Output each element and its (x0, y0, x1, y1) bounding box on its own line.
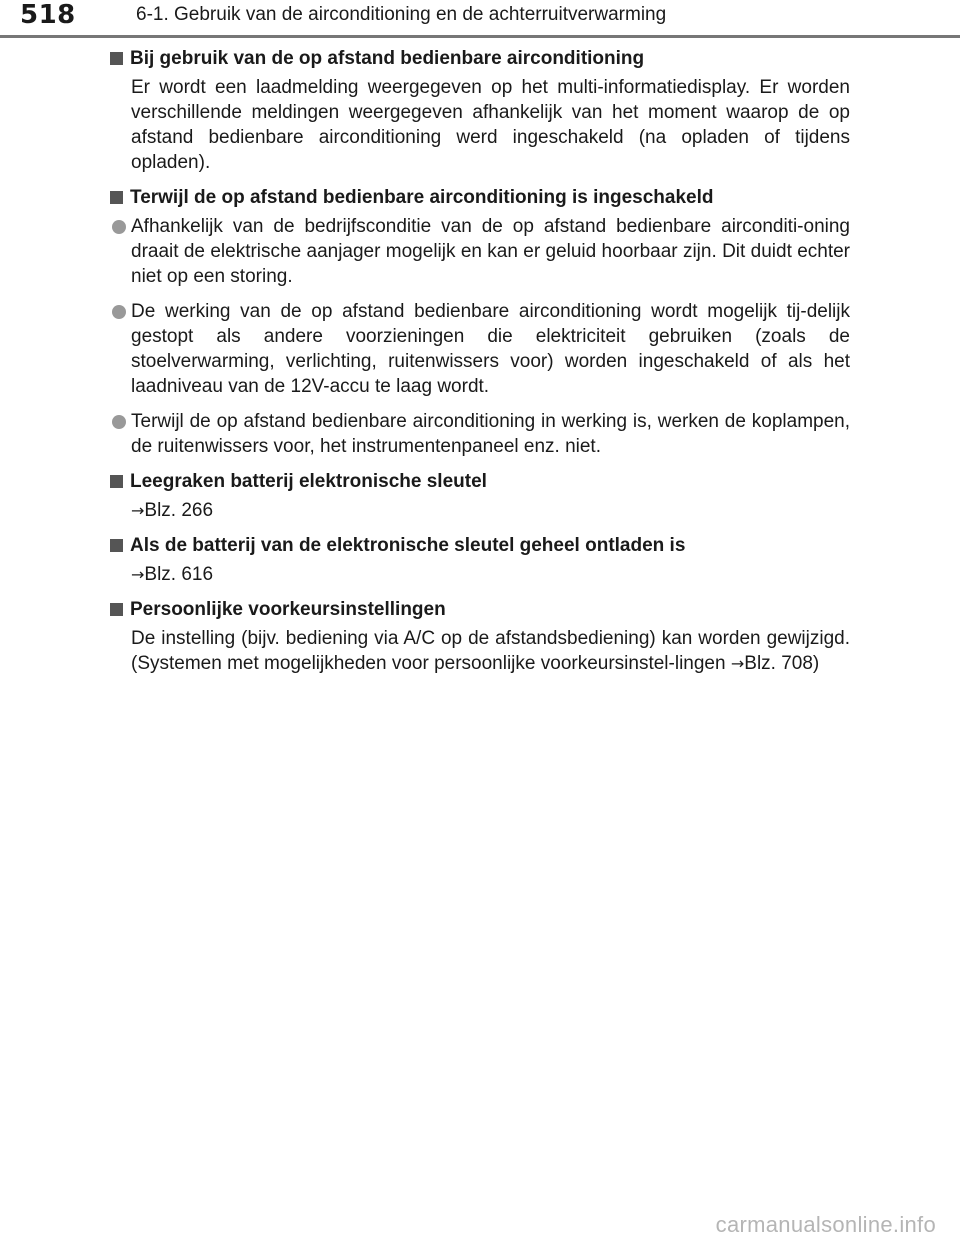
section-key-battery-dead (110, 533, 850, 587)
section-heading (110, 469, 850, 494)
square-bullet-icon (110, 475, 123, 488)
list-item-text: Terwijl de op afstand bedienbare airconditioning in werking is, werken de koplampen, de ruitenwissers voor, het instrumentenpaneel enz. niet. (131, 411, 850, 457)
section-paragraph: Er wordt een laadmelding weergegeven op het multi-informatiedisplay. Er worden verschillende meldingen weergegeven afhankelijk van het moment waarop de op afstand bedienbare airconditioning werd ingeschakeld (na opladen of tijdens opladen). (131, 77, 850, 173)
list-item (112, 299, 850, 399)
arrow-right-icon: → (131, 565, 145, 584)
square-bullet-icon (110, 52, 123, 65)
section-heading-text: Leegraken batterij elektronische sleutel (130, 471, 487, 492)
section-key-battery-low (110, 469, 850, 523)
section-heading-text: Terwijl de op afstand bedienbare airconditioning is ingeschakeld (130, 187, 714, 208)
section-paragraph (131, 626, 850, 676)
round-bullet-icon (112, 305, 126, 319)
paragraph-text: De instelling (bijv. bediening via A/C op de afstandsbediening) kan worden gewijzigd. (Systemen met mogelijkheden voor persoonlijke voorkeursinstel-lingen (131, 628, 850, 674)
arrow-right-icon: → (131, 501, 145, 520)
section-heading-text: Persoonlijke voorkeursinstellingen (130, 599, 446, 620)
page-reference-link[interactable]: Blz. 266 (144, 500, 214, 521)
square-bullet-icon (110, 539, 123, 552)
watermark: carmanualsonline.info (715, 1212, 936, 1237)
header-rule (0, 35, 960, 38)
page-content (110, 46, 850, 686)
section-heading (110, 185, 850, 210)
list-item (112, 214, 850, 289)
section-heading-text: Als de batterij van de elektronische sleutel geheel ontladen is (130, 535, 686, 556)
section-heading (110, 533, 850, 558)
page-number: 518 (20, 0, 76, 30)
page-reference-link[interactable]: Blz. 616 (144, 564, 214, 585)
round-bullet-icon (112, 220, 126, 234)
section-heading (110, 46, 850, 71)
section-heading (110, 597, 850, 622)
section-remote-ac-active (110, 185, 850, 459)
arrow-right-icon: → (730, 654, 745, 673)
page-reference-link[interactable]: Blz. 708) (744, 653, 820, 674)
page-reference (131, 498, 850, 523)
section-heading-text: Bij gebruik van de op afstand bedienbare airconditioning (130, 48, 645, 69)
square-bullet-icon (110, 191, 123, 204)
list-item-text: De werking van de op afstand bedienbare airconditioning wordt mogelijk tij-delijk gestopt als andere voorzieningen die elektriciteit gebruiken (zoals de stoelverwarming, verlichting, ruitenwissers voor) worden ingeschakeld of als het laadniveau van de 12V-accu te laag wordt. (131, 301, 850, 397)
chapter-title: 6-1. Gebruik van de airconditioning en de achterruitverwarming (136, 4, 667, 25)
list-item-text: Afhankelijk van de bedrijfsconditie van de op afstand bedienbare airconditi-oning draait de elektrische aanjager mogelijk en kan er geluid hoorbaar zijn. Dit duidt echter niet op een storing. (131, 216, 850, 287)
page-reference (131, 562, 850, 587)
square-bullet-icon (110, 603, 123, 616)
section-remote-ac-use (110, 46, 850, 175)
list-item (112, 409, 850, 459)
section-personal-settings (110, 597, 850, 676)
round-bullet-icon (112, 415, 126, 429)
